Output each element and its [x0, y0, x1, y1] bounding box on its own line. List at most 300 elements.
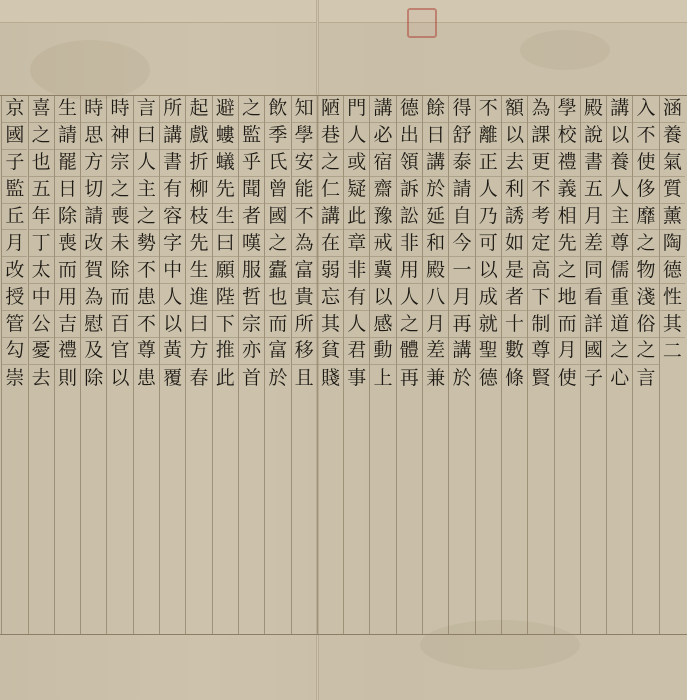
character-cell: 而 [107, 284, 132, 311]
text-column [133, 96, 159, 634]
character-cell: 薰 [660, 204, 685, 231]
character-cell: 人 [134, 150, 159, 177]
character-cell: 乎 [239, 150, 264, 177]
character-cell: 訟 [397, 204, 422, 231]
character-cell: 先 [213, 177, 238, 204]
character-cell: 曾 [265, 177, 290, 204]
character-cell: 賤 [320, 366, 340, 389]
character-cell: 能 [292, 177, 317, 204]
character-cell: 冀 [370, 257, 395, 284]
character-cell: 監 [2, 177, 27, 204]
collector-seal-icon [407, 8, 437, 38]
character-cell: 蟻 [213, 150, 238, 177]
character-cell: 其 [660, 311, 685, 338]
character-cell: 為 [528, 96, 553, 123]
character-cell: 官 [107, 338, 132, 365]
character-cell: 以 [476, 257, 501, 284]
character-cell: 書 [581, 150, 606, 177]
character-cell: 賀 [81, 257, 106, 284]
character-cell: 入 [633, 96, 658, 123]
character-cell: 章 [344, 230, 369, 257]
character-cell: 性 [660, 284, 685, 311]
character-cell: 自 [449, 204, 474, 231]
character-cell: 黃 [160, 338, 185, 365]
character-cell: 改 [81, 230, 106, 257]
character-cell: 人 [607, 177, 632, 204]
character-cell: 月 [2, 230, 27, 257]
character-cell: 義 [555, 177, 580, 204]
character-cell: 用 [55, 284, 80, 311]
character-cell: 上 [373, 366, 393, 389]
character-cell: 蠹 [265, 257, 290, 284]
character-cell: 哲 [239, 284, 264, 311]
character-cell: 心 [610, 366, 630, 389]
character-cell: 安 [292, 150, 317, 177]
text-column [1, 96, 27, 634]
character-cell: 以 [370, 284, 395, 311]
character-cell: 以 [607, 123, 632, 150]
character-cell: 齋 [370, 177, 395, 204]
character-cell: 不 [292, 204, 317, 231]
character-cell: 今 [449, 230, 474, 257]
text-column [159, 96, 185, 634]
character-cell: 宿 [370, 150, 395, 177]
character-cell: 不 [528, 177, 553, 204]
character-cell: 陋 [318, 96, 343, 123]
character-cell: 宗 [107, 150, 132, 177]
text-column [80, 96, 106, 634]
character-cell: 使 [633, 150, 658, 177]
character-cell: 人 [397, 284, 422, 311]
character-cell: 殿 [423, 257, 448, 284]
character-cell: 物 [633, 257, 658, 284]
character-cell: 是 [502, 257, 527, 284]
character-cell: 不 [476, 96, 501, 123]
character-cell: 用 [397, 257, 422, 284]
character-cell: 子 [2, 150, 27, 177]
text-column [264, 96, 290, 634]
character-cell: 人 [160, 284, 185, 311]
character-cell: 可 [476, 230, 501, 257]
character-cell: 勢 [134, 230, 159, 257]
character-cell: 京 [2, 96, 27, 123]
character-cell: 子 [583, 366, 603, 389]
character-cell: 五 [581, 177, 606, 204]
character-cell: 之 [318, 150, 343, 177]
text-column [501, 96, 527, 634]
character-cell: 飲 [265, 96, 290, 123]
character-cell: 日 [423, 123, 448, 150]
character-cell: 疑 [344, 177, 369, 204]
character-cell: 丁 [29, 230, 54, 257]
character-cell: 國 [265, 204, 290, 231]
character-cell: 再 [399, 366, 419, 389]
character-cell: 之 [633, 230, 658, 257]
text-column [369, 96, 395, 634]
character-cell: 課 [528, 123, 553, 150]
character-cell: 德 [660, 257, 685, 284]
character-cell: 賢 [531, 366, 551, 389]
character-cell: 月 [581, 204, 606, 231]
character-cell: 百 [107, 311, 132, 338]
character-cell: 移 [292, 338, 317, 365]
character-cell: 條 [505, 366, 525, 389]
character-cell: 養 [660, 123, 685, 150]
character-cell: 誘 [502, 204, 527, 231]
character-cell: 禮 [55, 338, 80, 365]
character-cell: 國 [2, 123, 27, 150]
character-cell: 學 [292, 123, 317, 150]
character-cell: 生 [186, 257, 211, 284]
character-cell: 起 [186, 96, 211, 123]
character-cell: 生 [213, 204, 238, 231]
character-cell: 質 [660, 177, 685, 204]
character-cell: 五 [29, 177, 54, 204]
character-cell: 之 [397, 311, 422, 338]
character-cell: 富 [292, 257, 317, 284]
character-cell: 道 [607, 311, 632, 338]
character-cell: 除 [107, 257, 132, 284]
character-cell: 如 [502, 230, 527, 257]
character-cell: 出 [397, 123, 422, 150]
character-cell: 校 [555, 123, 580, 150]
character-cell: 未 [107, 230, 132, 257]
character-cell: 正 [476, 150, 501, 177]
character-cell: 者 [502, 284, 527, 311]
character-cell: 戒 [370, 230, 395, 257]
character-cell: 管 [2, 311, 27, 338]
character-cell: 太 [29, 257, 54, 284]
character-cell: 字 [160, 230, 185, 257]
character-cell: 非 [344, 257, 369, 284]
character-cell: 講 [423, 150, 448, 177]
text-column [317, 96, 343, 634]
character-cell: 不 [134, 257, 159, 284]
character-cell: 看 [581, 284, 606, 311]
character-cell: 其 [318, 311, 343, 338]
character-cell: 非 [397, 230, 422, 257]
character-cell: 於 [423, 177, 448, 204]
character-cell: 涵 [660, 96, 685, 123]
character-cell: 餘 [423, 96, 448, 123]
character-cell: 動 [370, 338, 395, 365]
character-cell: 者 [239, 204, 264, 231]
character-cell: 考 [528, 204, 553, 231]
character-cell: 兼 [426, 366, 446, 389]
text-column [343, 96, 369, 634]
character-cell: 陶 [660, 230, 685, 257]
character-cell: 亦 [239, 338, 264, 365]
character-cell: 泰 [449, 150, 474, 177]
text-column [580, 96, 606, 634]
character-cell: 得 [449, 96, 474, 123]
character-cell: 所 [160, 96, 185, 123]
character-cell: 監 [239, 123, 264, 150]
character-cell: 乃 [476, 204, 501, 231]
text-column [554, 96, 580, 634]
text-column [106, 96, 132, 634]
character-cell: 忘 [318, 284, 343, 311]
character-cell: 請 [55, 123, 80, 150]
text-column [185, 96, 211, 634]
text-column [475, 96, 501, 634]
character-cell: 學 [555, 96, 580, 123]
character-cell: 有 [160, 177, 185, 204]
character-cell: 此 [344, 204, 369, 231]
character-cell: 以 [110, 366, 130, 389]
character-cell: 再 [449, 311, 474, 338]
character-cell: 曰 [186, 311, 211, 338]
character-cell: 此 [215, 366, 235, 389]
character-cell: 巷 [318, 123, 343, 150]
character-cell: 主 [607, 204, 632, 231]
character-cell: 離 [476, 123, 501, 150]
character-cell: 人 [344, 123, 369, 150]
character-cell: 之 [29, 123, 54, 150]
character-cell: 一 [449, 257, 474, 284]
character-cell: 推 [213, 338, 238, 365]
character-cell: 德 [397, 96, 422, 123]
text-column [632, 96, 658, 634]
character-cell: 嘆 [239, 230, 264, 257]
text-column [527, 96, 553, 634]
character-cell: 容 [160, 204, 185, 231]
character-cell: 十 [502, 311, 527, 338]
character-cell: 方 [81, 150, 106, 177]
character-cell: 尊 [134, 338, 159, 365]
text-column [238, 96, 264, 634]
top-margin-band [0, 0, 687, 23]
character-cell: 有 [344, 284, 369, 311]
text-column [396, 96, 422, 634]
character-cell: 豫 [370, 204, 395, 231]
character-cell: 所 [292, 311, 317, 338]
character-cell: 使 [557, 366, 577, 389]
character-cell: 下 [213, 311, 238, 338]
character-cell: 且 [294, 366, 314, 389]
character-cell: 請 [449, 177, 474, 204]
character-cell: 講 [370, 96, 395, 123]
character-cell: 不 [134, 311, 159, 338]
character-cell: 尊 [528, 338, 553, 365]
character-cell: 人 [344, 311, 369, 338]
paper-stain [30, 40, 150, 100]
character-cell: 慰 [81, 311, 106, 338]
character-cell: 相 [555, 204, 580, 231]
text-grid [0, 95, 687, 635]
text-column [28, 96, 54, 634]
character-cell: 二 [662, 339, 682, 362]
character-cell: 去 [502, 150, 527, 177]
character-cell: 氏 [265, 150, 290, 177]
character-cell: 思 [81, 123, 106, 150]
character-cell: 養 [607, 150, 632, 177]
character-cell: 不 [633, 123, 658, 150]
character-cell: 於 [452, 366, 472, 389]
character-cell: 先 [555, 230, 580, 257]
character-cell: 侈 [633, 177, 658, 204]
character-cell: 戲 [186, 123, 211, 150]
text-column [659, 96, 685, 634]
character-cell: 中 [29, 284, 54, 311]
character-cell: 罷 [55, 150, 80, 177]
character-cell: 勾 [2, 338, 27, 365]
character-cell: 講 [607, 96, 632, 123]
character-cell: 講 [318, 204, 343, 231]
character-cell: 感 [370, 311, 395, 338]
character-cell: 避 [213, 96, 238, 123]
character-cell: 數 [502, 338, 527, 365]
character-cell: 之 [265, 230, 290, 257]
character-cell: 必 [370, 123, 395, 150]
character-cell: 願 [213, 257, 238, 284]
character-cell: 年 [29, 204, 54, 231]
character-cell: 八 [423, 284, 448, 311]
character-cell: 君 [344, 338, 369, 365]
text-column [291, 96, 317, 634]
character-cell: 服 [239, 257, 264, 284]
character-cell: 先 [186, 230, 211, 257]
character-cell: 除 [84, 366, 104, 389]
character-cell: 聞 [239, 177, 264, 204]
character-cell: 除 [55, 204, 80, 231]
character-cell: 知 [292, 96, 317, 123]
character-cell: 人 [476, 177, 501, 204]
character-cell: 首 [242, 366, 262, 389]
text-column [606, 96, 632, 634]
character-cell: 更 [528, 150, 553, 177]
character-cell: 舒 [449, 123, 474, 150]
character-cell: 月 [449, 284, 474, 311]
character-cell: 以 [160, 311, 185, 338]
character-cell: 就 [476, 311, 501, 338]
character-cell: 而 [265, 311, 290, 338]
character-cell: 講 [160, 123, 185, 150]
character-cell: 時 [81, 96, 106, 123]
character-cell: 制 [528, 311, 553, 338]
character-cell: 春 [189, 366, 209, 389]
character-cell: 之 [555, 257, 580, 284]
character-cell: 聖 [476, 338, 501, 365]
character-cell: 差 [581, 230, 606, 257]
character-cell: 在 [318, 230, 343, 257]
character-cell: 利 [502, 177, 527, 204]
character-cell: 及 [81, 338, 106, 365]
character-cell: 喜 [29, 96, 54, 123]
character-cell: 也 [265, 284, 290, 311]
character-cell: 改 [2, 257, 27, 284]
character-cell: 生 [55, 96, 80, 123]
character-cell: 訴 [397, 177, 422, 204]
character-cell: 主 [134, 177, 159, 204]
character-cell: 殿 [581, 96, 606, 123]
character-cell: 仁 [318, 177, 343, 204]
character-cell: 月 [555, 338, 580, 365]
character-cell: 貧 [318, 338, 343, 365]
character-cell: 國 [581, 338, 606, 365]
character-cell: 螻 [213, 123, 238, 150]
text-column [422, 96, 448, 634]
character-cell: 請 [81, 204, 106, 231]
character-cell: 貴 [292, 284, 317, 311]
character-cell: 神 [107, 123, 132, 150]
character-cell: 吉 [55, 311, 80, 338]
character-cell: 禮 [555, 150, 580, 177]
character-cell: 體 [397, 338, 422, 365]
character-cell: 中 [160, 257, 185, 284]
character-cell: 切 [81, 177, 106, 204]
character-cell: 富 [265, 338, 290, 365]
character-cell: 則 [57, 366, 77, 389]
character-cell: 和 [423, 230, 448, 257]
character-cell: 覆 [163, 366, 183, 389]
text-column [54, 96, 80, 634]
character-cell: 公 [29, 311, 54, 338]
character-cell: 靡 [633, 204, 658, 231]
character-cell: 重 [607, 284, 632, 311]
character-cell: 授 [2, 284, 27, 311]
character-cell: 書 [160, 150, 185, 177]
character-cell: 陛 [213, 284, 238, 311]
character-cell: 氣 [660, 150, 685, 177]
character-cell: 同 [581, 257, 606, 284]
character-cell: 淺 [633, 284, 658, 311]
character-cell: 領 [397, 150, 422, 177]
character-cell: 延 [423, 204, 448, 231]
character-cell: 而 [555, 311, 580, 338]
character-cell: 下 [528, 284, 553, 311]
character-cell: 之 [107, 177, 132, 204]
text-column [212, 96, 238, 634]
character-cell: 或 [344, 150, 369, 177]
character-cell: 弱 [318, 257, 343, 284]
character-cell: 柳 [186, 177, 211, 204]
character-cell: 方 [186, 338, 211, 365]
character-cell: 日 [55, 177, 80, 204]
character-cell: 折 [186, 150, 211, 177]
paper-stain [520, 30, 610, 70]
character-cell: 說 [581, 123, 606, 150]
character-cell: 差 [423, 338, 448, 365]
character-cell: 儒 [607, 257, 632, 284]
character-cell: 曰 [134, 123, 159, 150]
character-cell: 之 [239, 96, 264, 123]
character-cell: 言 [636, 366, 656, 389]
character-cell: 門 [344, 96, 369, 123]
character-cell: 言 [134, 96, 159, 123]
character-cell: 患 [134, 284, 159, 311]
character-cell: 崇 [5, 366, 25, 389]
text-column [448, 96, 474, 634]
character-cell: 高 [528, 257, 553, 284]
character-cell: 俗 [633, 311, 658, 338]
character-cell: 而 [55, 257, 80, 284]
character-cell: 德 [478, 366, 498, 389]
character-cell: 喪 [55, 230, 80, 257]
character-cell: 季 [265, 123, 290, 150]
character-cell: 宗 [239, 311, 264, 338]
character-cell: 之 [134, 204, 159, 231]
character-cell: 枝 [186, 204, 211, 231]
character-cell: 患 [136, 366, 156, 389]
character-cell: 曰 [213, 230, 238, 257]
character-cell: 尊 [607, 230, 632, 257]
character-cell: 事 [347, 366, 367, 389]
character-cell: 去 [31, 366, 51, 389]
character-cell: 講 [449, 338, 474, 365]
character-cell: 為 [292, 230, 317, 257]
character-cell: 地 [555, 284, 580, 311]
